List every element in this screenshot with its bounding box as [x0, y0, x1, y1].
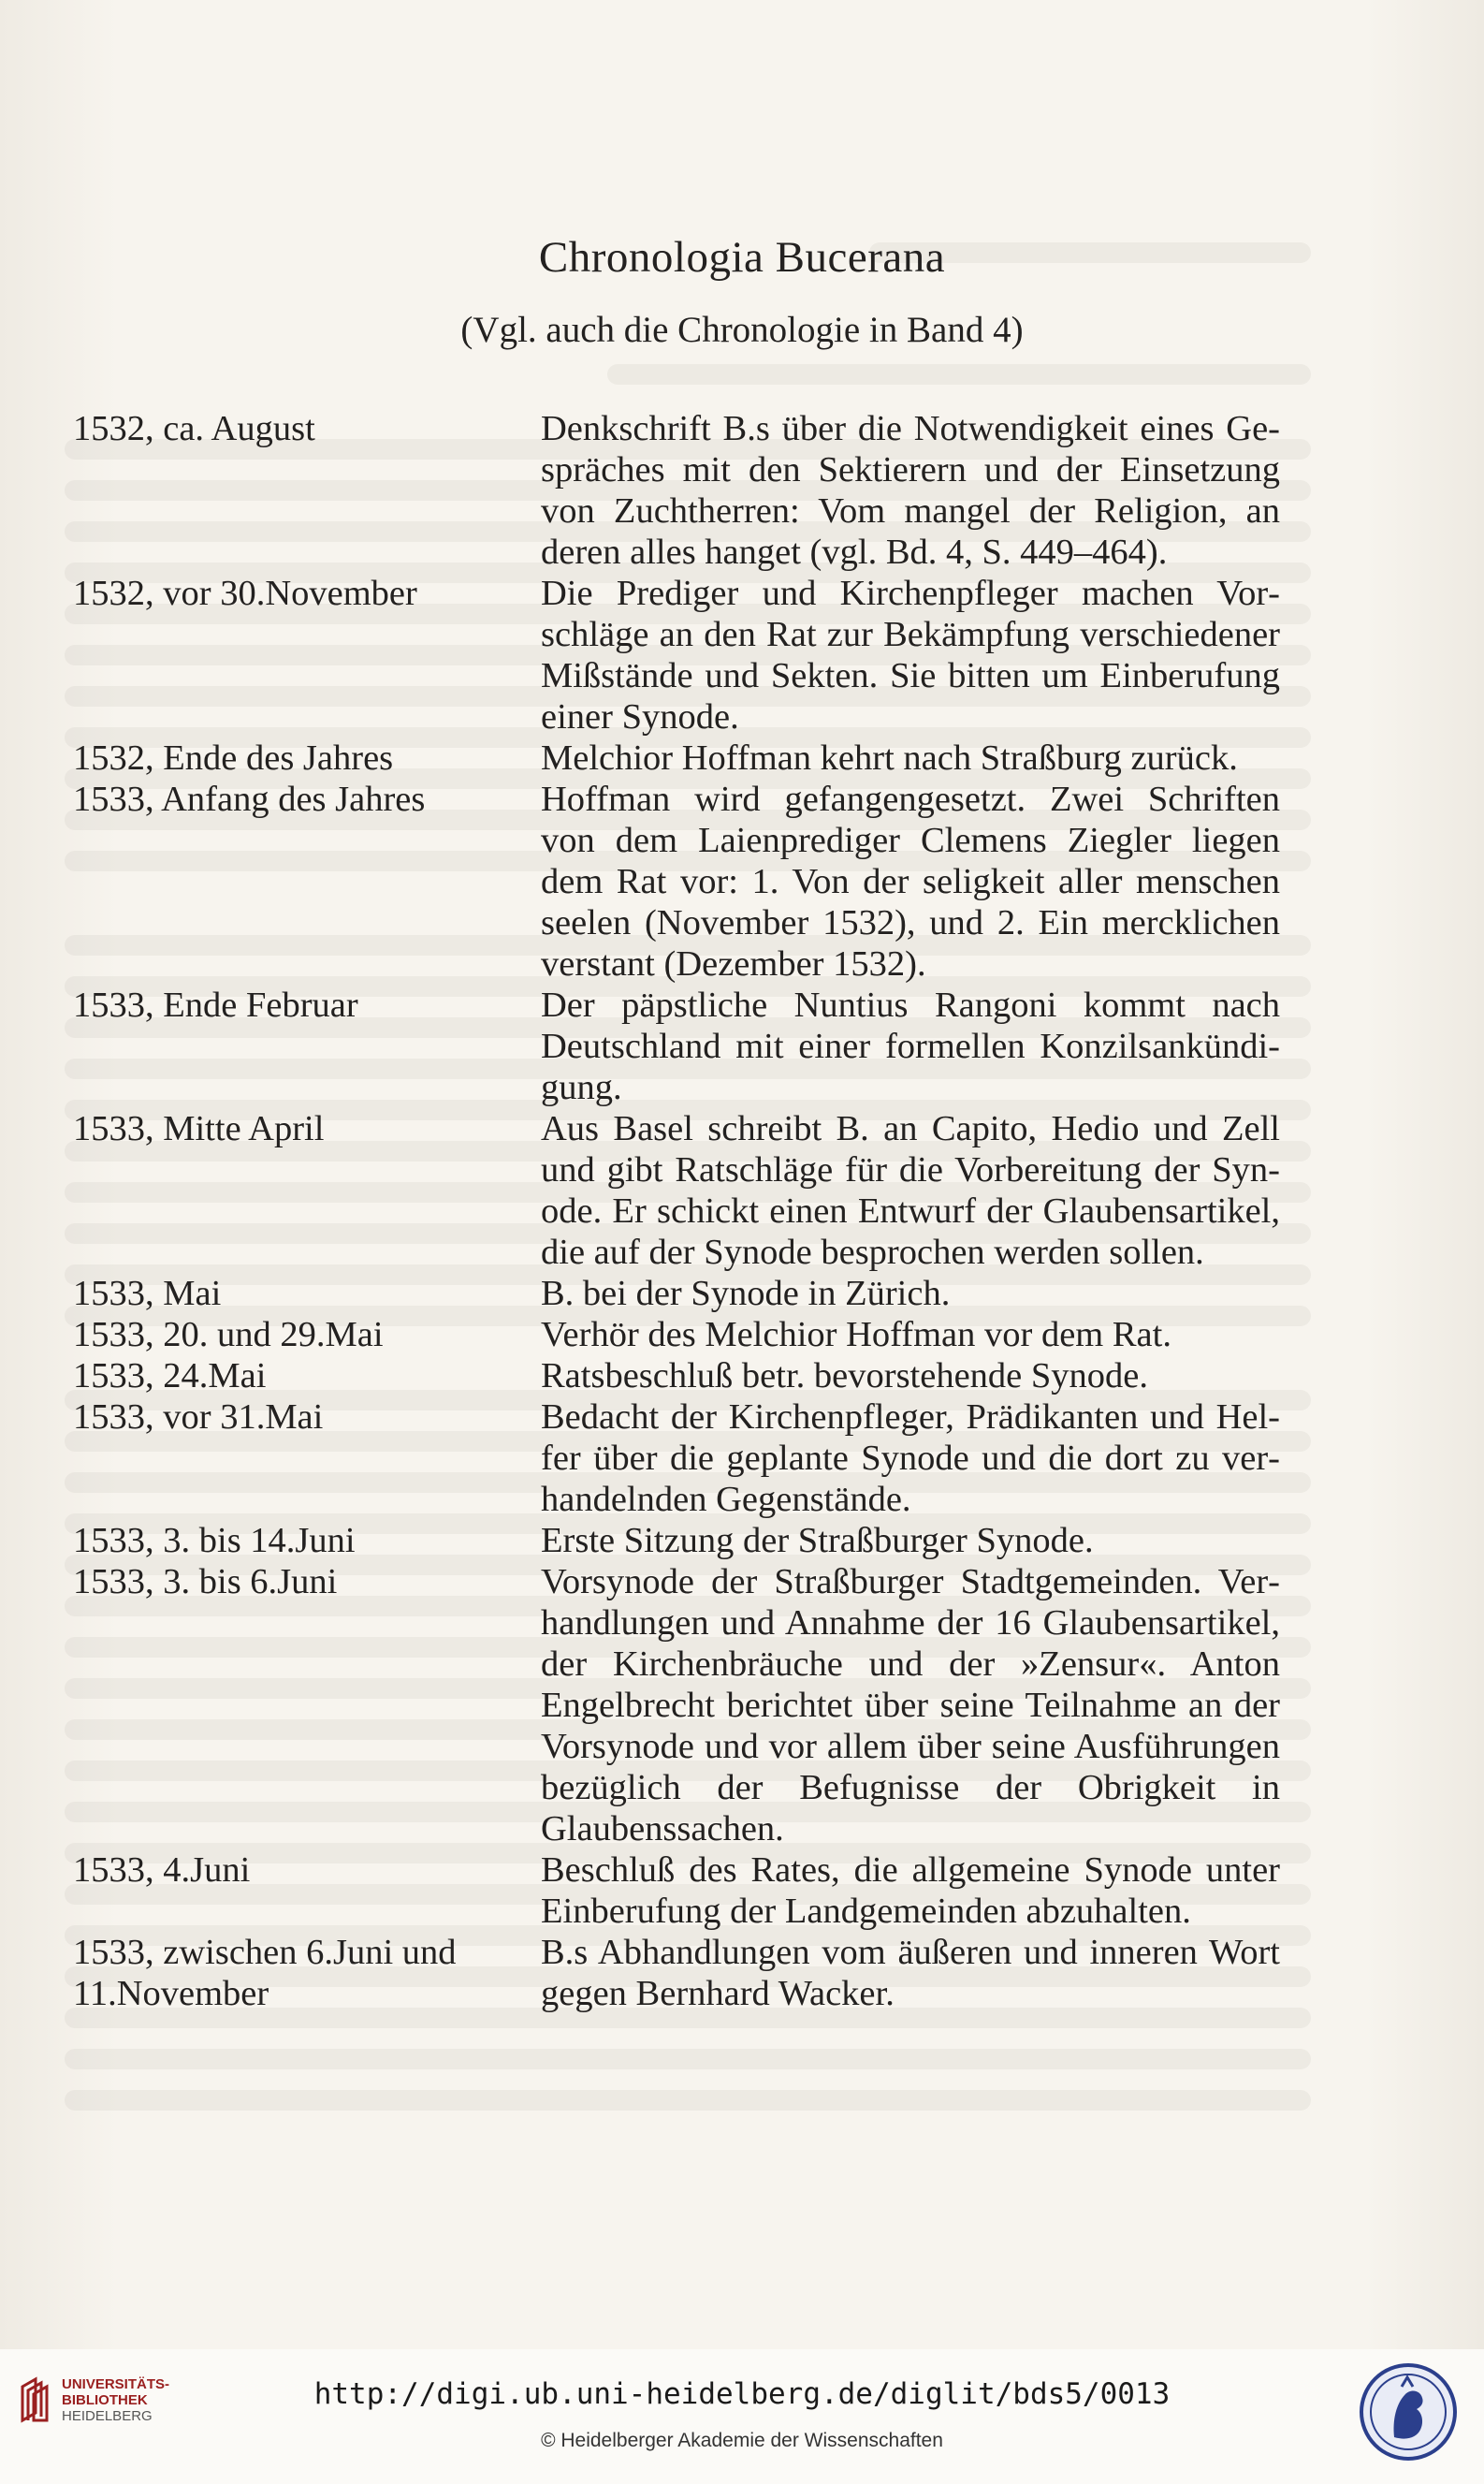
entry-date: 1532, Ende des Jahres	[73, 738, 394, 778]
page-title: Chronologia Bucerana	[538, 233, 946, 282]
entry-text: Die Prediger und Kirchenpfleger machen Vorschläge an den Rat zur Bekämpfung verschiedener Mißstände und Sekten. Sie bitten um Einberufung einer Synode.	[541, 574, 1280, 737]
entry-date: 1533, Mitte April	[73, 1109, 325, 1148]
entry-text: Verhör des Melchior Hoffman vor dem Rat.	[541, 1315, 1171, 1354]
entry-text: Der päpstliche Nuntius Rangoni kommt nach Deutschland mit einer formellen Konzilsankündigung.	[541, 986, 1280, 1107]
entry-date: 1533, Anfang des Jahres	[73, 780, 426, 819]
logo-line-2: BIBLIOTHEK	[62, 2391, 148, 2408]
entry-date: 1533, 24.Mai	[73, 1356, 267, 1395]
entry-text: Erste Sitzung der Straßburger Synode.	[541, 1521, 1094, 1560]
academy-seal-icon[interactable]	[1357, 2360, 1460, 2463]
chronology-entry	[73, 1273, 1280, 1314]
logo-line-3: HEIDELBERG	[62, 2407, 153, 2424]
chronology-entry	[73, 1849, 1280, 1932]
copyright-notice: © Heidelberger Akademie der Wissenschaften	[541, 2430, 943, 2451]
entry-date: 1532, ca. August	[73, 409, 315, 448]
chronology-entry	[73, 779, 1280, 985]
entry-date: 1533, 3. bis 14.Juni	[73, 1521, 356, 1560]
chronology-entry	[73, 1314, 1280, 1355]
chronology-entry	[73, 408, 1280, 573]
chronology-entry	[73, 1561, 1280, 1849]
chronology-entry	[73, 1396, 1280, 1520]
page-footer	[0, 2349, 1484, 2484]
entry-text: Beschluß des Rates, die allgemeine Synode unter Einberufung der Landgemeinden abzuhalten.	[541, 1850, 1280, 1931]
entry-text: Denkschrift B.s über die Notwendigkeit eines Gespräches mit den Sektierern und der Einsetzung von Zuchtherren: Vom mangel der Religion, an deren alles hanget (vgl. Bd. 4, S. 449–464).	[541, 409, 1280, 572]
entry-text: Bedacht der Kirchenpfleger, Prädikanten und Helfer über die geplante Synode und die dort zu verhandelnden Gegenstände.	[541, 1397, 1280, 1519]
chronology-entry	[73, 1932, 1280, 2014]
chronology-list	[73, 408, 1280, 2014]
entry-text: B.s Abhandlungen vom äußeren und inneren Wort gegen Bernhard Wacker.	[541, 1933, 1280, 2013]
chronology-entry	[73, 1520, 1280, 1561]
entry-date: 1533, Mai	[73, 1274, 222, 1313]
entry-text: B. bei der Synode in Zürich.	[541, 1274, 951, 1313]
logo-line-1: UNIVERSITÄTS-	[62, 2375, 170, 2392]
entry-text: Vorsynode der Straßburger Stadtgemeinden. Verhandlungen und Annahme der 16 Glaubensartikel, der Kirchenbräuche und der »Zensur«. Anton Engelbrecht berichtet über seine Teilnahme an der Vorsynode und vor allem über seine Ausführungen bezüglich der Befugnisse der Obrigkeit in Glaubenssachen.	[541, 1562, 1280, 1848]
page-subtitle: (Vgl. auch die Chronologie in Band 4)	[460, 310, 1024, 350]
entry-text: Aus Basel schreibt B. an Capito, Hedio und Zell und gibt Ratschläge für die Vorbereitung der Synode. Er schickt einen Entwurf der Glaubensartikel, die auf der Synode besprochen werden sollen.	[541, 1109, 1280, 1272]
permalink-url[interactable]: http://digi.ub.uni-heidelberg.de/diglit/bds5/0013	[313, 2377, 1171, 2411]
entry-date: 1533, zwischen 6.Juni und 11.November	[73, 1933, 457, 2013]
entry-text: Melchior Hoffman kehrt nach Straßburg zurück.	[541, 738, 1238, 778]
entry-date: 1533, 20. und 29.Mai	[73, 1315, 384, 1354]
entry-date: 1533, 3. bis 6.Juni	[73, 1562, 338, 1601]
chronology-entry	[73, 738, 1280, 779]
chronology-entry	[73, 1355, 1280, 1396]
entry-date: 1532, vor 30.November	[73, 574, 417, 613]
entry-date: 1533, Ende Februar	[73, 986, 358, 1025]
entry-date: 1533, vor 31.Mai	[73, 1397, 324, 1437]
entry-text: Ratsbeschluß betr. bevorstehende Synode.	[541, 1356, 1149, 1395]
chronology-entry	[73, 573, 1280, 738]
entry-text: Hoffman wird gefangengesetzt. Zwei Schriften von dem Laienprediger Clemens Ziegler liegen dem Rat vor: 1. Von der seligkeit aller menschen seelen (November 1532), und 2. Ein mercklichen verstant (Dezember 1532).	[541, 780, 1280, 984]
entry-date: 1533, 4.Juni	[73, 1850, 251, 1890]
chronology-entry	[73, 985, 1280, 1108]
chronology-entry	[73, 1108, 1280, 1273]
